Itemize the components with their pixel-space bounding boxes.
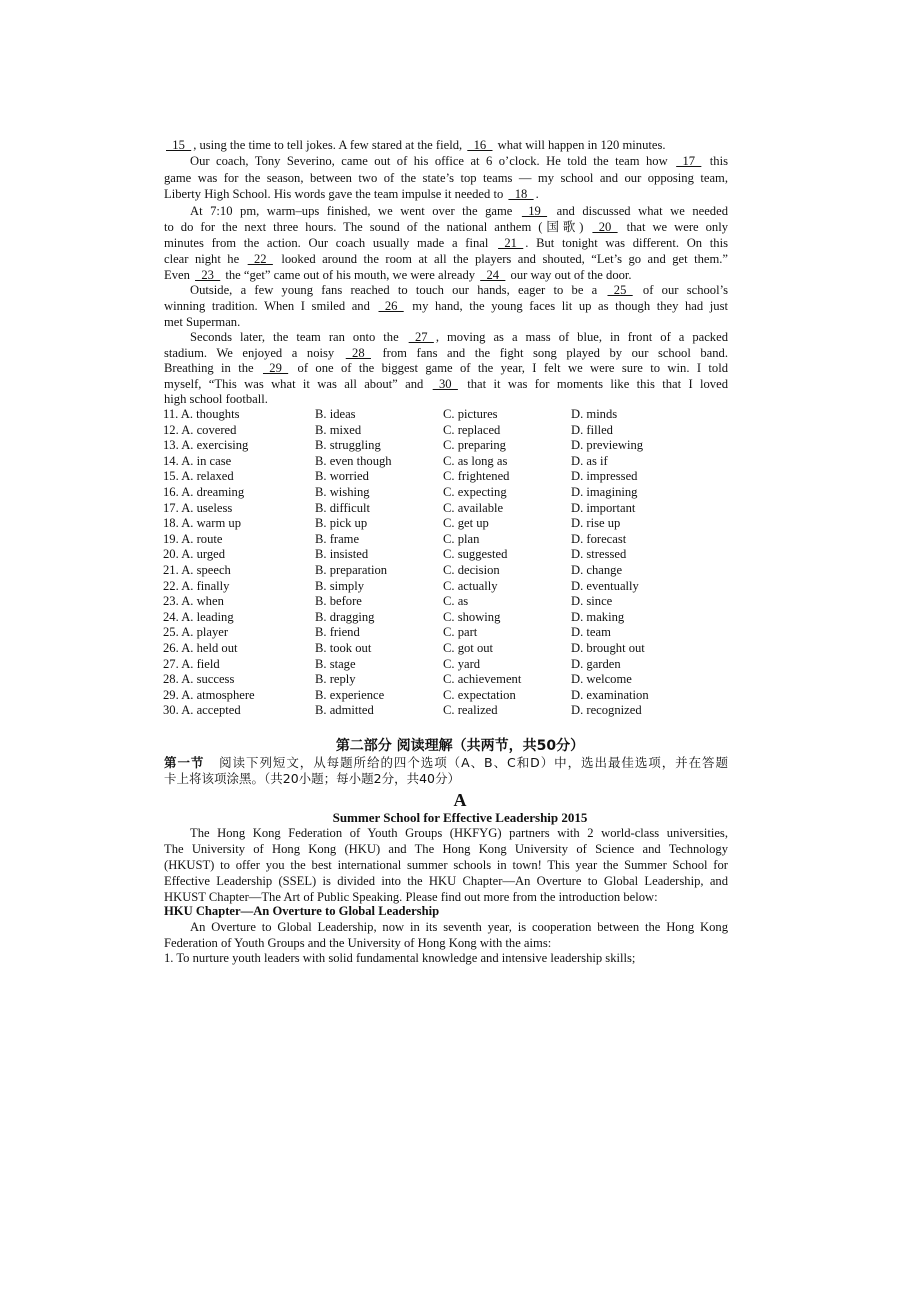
blank-24: 24 (480, 268, 506, 282)
blank-19: 19 (521, 204, 548, 218)
passage-line (164, 186, 728, 202)
passage-line (164, 219, 728, 235)
option-28-D: D. welcome (571, 672, 632, 687)
option-24-C: C. showing (443, 609, 501, 624)
option-27-A: 27. A. field (163, 656, 220, 671)
blank-15: 15 (166, 138, 192, 152)
option-21-B: B. preparation (315, 563, 388, 577)
passage-text: . But tonight was different. On this (525, 236, 728, 250)
passage-text: clear night he (164, 252, 246, 266)
passage-text: what will happen in 120 minutes. (494, 138, 666, 152)
option-30-B: B. admitted (315, 703, 374, 718)
option-16-C: C. expecting (443, 485, 507, 499)
reading-line: Effective Leadership (SSEL) is divided into the HKU Chapter—An Overture to Global Leadership, and (164, 874, 728, 888)
option-15-A: 15. A. relaxed (163, 469, 234, 484)
blank-29: 29 (262, 361, 289, 375)
option-13-C: C. preparing (443, 438, 506, 453)
sub-label: 第一节 (164, 755, 205, 770)
option-17-B: B. difficult (315, 500, 371, 515)
passage-text: , using the time to tell jokes. A few stared at the field, (193, 138, 466, 152)
option-22-B: B. simply (315, 578, 364, 593)
reading-line: 1. To nurture youth leaders with solid fundamental knowledge and intensive leadership skills; (164, 951, 636, 965)
instruction-line-1 (164, 755, 728, 771)
passage-line (164, 235, 728, 251)
option-22-D: D. eventually (571, 578, 639, 593)
option-22-A: 22. A. finally (163, 578, 230, 593)
passage-letter: A (453, 790, 467, 810)
option-11-B: B. ideas (315, 407, 356, 421)
option-16-B: B. wishing (315, 485, 370, 499)
option-17-D: D. important (571, 500, 636, 515)
option-20-C: C. suggested (443, 547, 508, 562)
passage-line (190, 153, 728, 169)
option-17-C: C. available (443, 500, 504, 515)
passage-line (190, 329, 728, 345)
passage-text: looked around the room at all the players and shouted, “Let’s go and get them.” (274, 252, 729, 266)
option-25-D: D. team (571, 625, 611, 640)
option-14-A: 14. A. in case (163, 453, 232, 468)
option-15-B: B. worried (315, 469, 369, 484)
option-13-D: D. previewing (571, 438, 644, 453)
passage-line (190, 203, 728, 219)
passage-text: At 7:10 pm, warm–ups finished, we went over the game (190, 204, 520, 218)
passage-text: Liberty High School. His words gave the team impulse it needed to (164, 187, 507, 201)
passage-line (164, 345, 728, 361)
option-15-D: D. impressed (571, 469, 638, 484)
blank-28: 28 (345, 346, 371, 360)
passage-text: my hand, the young faces lit up as though they had just (405, 299, 728, 313)
option-13-B: B. struggling (315, 438, 381, 453)
passage-text: to do for the next three hours. The sound of the national anthem (国歌) (164, 220, 591, 234)
reading-line: The University of Hong Kong (HKU) and The Hong Kong University of Science and Technology (164, 842, 728, 856)
option-18-C: C. get up (443, 516, 489, 531)
reading-line: HKUST Chapter—The Art of Public Speaking. Please find out more from the introduction below: (164, 890, 658, 904)
passage-text: this (703, 154, 728, 168)
option-20-B: B. insisted (315, 547, 369, 562)
option-28-A: 28. A. success (163, 672, 235, 687)
option-30-C: C. realized (443, 703, 498, 718)
passage-text: , moving as a mass of blue, in front of a packed (435, 330, 728, 344)
option-20-A: 20. A. urged (163, 547, 226, 562)
option-23-D: D. since (571, 594, 613, 609)
option-12-A: 12. A. covered (163, 422, 237, 437)
passage-text: the “get” came out of his mouth, we were already (222, 268, 479, 282)
passage-line (190, 282, 728, 298)
passage-text: myself, “This was what it was all about” and (164, 377, 431, 391)
option-22-C: C. actually (443, 578, 498, 593)
option-18-B: B. pick up (315, 516, 368, 531)
passage-text: Breathing in the (164, 361, 261, 375)
option-27-C: C. yard (443, 656, 481, 671)
option-26-C: C. got out (443, 641, 494, 655)
option-11-A: 11. A. thoughts (163, 407, 240, 421)
blank-21: 21 (498, 236, 524, 250)
instruction-line-2: 卡上将该项涂黑。（共20小题；每小题2分，共40分） (164, 771, 461, 786)
blank-30: 30 (432, 377, 458, 391)
option-26-D: D. brought out (571, 641, 645, 655)
passage-text: of our school’s (634, 283, 728, 297)
option-12-B: B. mixed (315, 422, 362, 437)
option-23-A: 23. A. when (163, 594, 224, 609)
passage-line (164, 376, 728, 392)
option-27-D: D. garden (571, 656, 621, 671)
passage-text: our way out of the door. (507, 268, 632, 282)
passage-text: that it was for moments like this that I loved (459, 377, 728, 391)
passage-line (164, 137, 728, 153)
option-12-C: C. replaced (443, 422, 501, 437)
passage-text: Seconds later, the team ran onto the (190, 330, 407, 344)
option-13-A: 13. A. exercising (163, 438, 249, 453)
passage-line (164, 170, 728, 186)
passage-text: and discussed what we needed (549, 204, 728, 218)
option-26-B: B. took out (315, 641, 372, 655)
option-23-C: C. as (443, 594, 469, 609)
option-28-C: C. achievement (443, 672, 522, 687)
passage-text: winning tradition. When I smiled and (164, 299, 377, 313)
passage-text: that we were only (619, 220, 728, 234)
option-19-A: 19. A. route (163, 531, 223, 546)
option-14-C: C. as long as (443, 453, 508, 468)
option-24-B: B. dragging (315, 609, 375, 624)
option-24-D: D. making (571, 609, 625, 624)
passage-line (164, 267, 728, 283)
option-26-A: 26. A. held out (163, 641, 238, 655)
blank-23: 23 (195, 268, 221, 282)
option-18-A: 18. A. warm up (163, 516, 242, 531)
reading-line: An Overture to Global Leadership, now in its seventh year, is cooperation between the Hong Kong (190, 920, 728, 934)
subsection-heading: HKU Chapter—An Overture to Global Leadership (164, 904, 440, 918)
option-11-D: D. minds (571, 407, 618, 421)
passage-text: game was for the season, between two of the state’s top teams — my school and our opposing team, (164, 171, 728, 185)
passage-line (164, 391, 728, 407)
blank-18: 18 (508, 187, 534, 201)
passage-text: minutes from the action. Our coach usually made a final (164, 236, 497, 250)
section-heading: 第二部分 阅读理解（共两节，共50分） (335, 738, 585, 754)
option-16-D: D. imagining (571, 485, 638, 499)
passage-text: from fans and the fight song played by our school band. (372, 346, 728, 360)
passage-text: met Superman. (164, 315, 241, 329)
passage-text: Even (164, 268, 194, 282)
option-16-A: 16. A. dreaming (163, 485, 245, 499)
option-24-A: 24. A. leading (163, 609, 234, 624)
option-25-B: B. friend (315, 625, 360, 640)
reading-line: The Hong Kong Federation of Youth Groups (HKFYG) partners with 2 world-class universities, (190, 826, 728, 840)
option-21-A: 21. A. speech (163, 563, 231, 577)
option-19-D: D. forecast (571, 531, 627, 546)
blank-22: 22 (247, 252, 273, 266)
passage-line (164, 251, 728, 267)
reading-line: Federation of Youth Groups and the University of Hong Kong with the aims: (164, 936, 552, 950)
option-25-C: C. part (443, 625, 478, 640)
passage-text: . (535, 187, 539, 201)
option-30-A: 30. A. accepted (163, 703, 241, 718)
passage-text: stadium. We enjoyed a noisy (164, 346, 344, 360)
option-21-D: D. change (571, 563, 623, 577)
option-27-B: B. stage (315, 656, 356, 671)
blank-25: 25 (607, 283, 633, 297)
option-15-C: C. frightened (443, 469, 510, 484)
passage-text: Outside, a few young fans reached to touch our hands, eager to be a (190, 283, 606, 297)
instruction-text-1: 阅读下列短文，从每题所给的四个选项（A、B、C和D）中，选出最佳选项，并在答题 (219, 755, 728, 770)
blank-17: 17 (676, 154, 702, 168)
passage-title: Summer School for Effective Leadership 2015 (332, 810, 588, 825)
option-12-D: D. filled (571, 422, 613, 437)
blank-20: 20 (592, 220, 618, 234)
option-14-D: D. as if (571, 453, 608, 468)
option-14-B: B. even though (315, 453, 392, 468)
option-18-D: D. rise up (571, 516, 621, 531)
option-19-C: C. plan (443, 531, 480, 546)
passage-line (164, 314, 728, 330)
passage-line (164, 298, 728, 314)
option-20-D: D. stressed (571, 547, 627, 562)
passage-line (164, 360, 728, 376)
option-30-D: D. recognized (571, 703, 642, 718)
option-17-A: 17. A. useless (163, 500, 233, 515)
passage-text: Our coach, Tony Severino, came out of his office at 6 o’clock. He told the team how (190, 154, 675, 168)
reading-line: (HKUST) to offer you the best international summer schools in town! This year the Summer School for (164, 858, 728, 872)
blank-27: 27 (408, 330, 434, 344)
option-11-C: C. pictures (443, 407, 498, 421)
option-29-B: B. experience (315, 687, 385, 702)
option-25-A: 25. A. player (163, 625, 229, 640)
option-29-A: 29. A. atmosphere (163, 687, 255, 702)
option-29-D: D. examination (571, 687, 649, 702)
blank-26: 26 (378, 299, 404, 313)
option-29-C: C. expectation (443, 687, 516, 702)
option-28-B: B. reply (315, 672, 356, 687)
passage-text: high school football. (164, 392, 268, 406)
blank-16: 16 (467, 138, 493, 152)
option-23-B: B. before (315, 594, 362, 609)
passage-text: of one of the biggest game of the year, I felt we were sure to win. I told (290, 361, 728, 375)
option-21-C: C. decision (443, 563, 500, 577)
option-19-B: B. frame (315, 531, 360, 546)
